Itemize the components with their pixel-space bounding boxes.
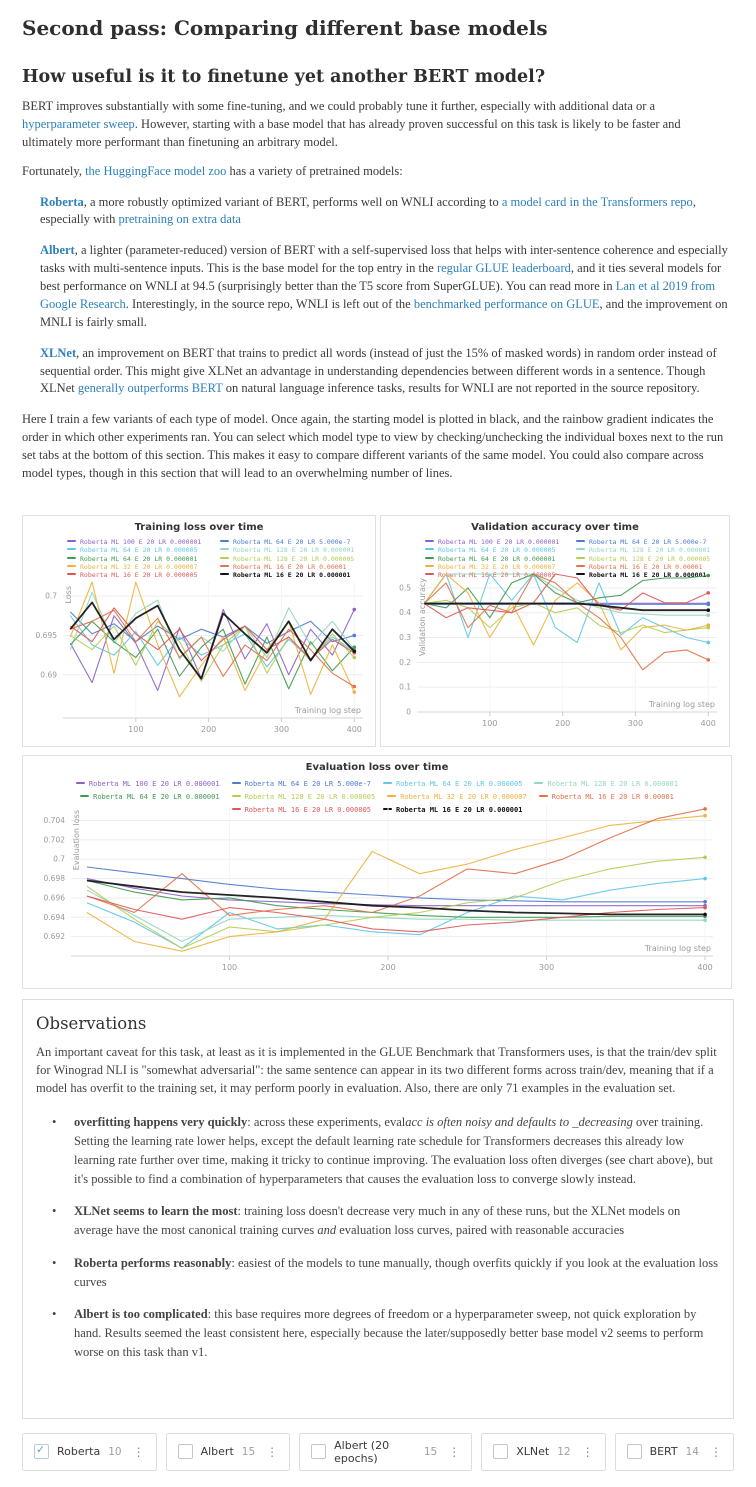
- runset-count: 10: [108, 1445, 122, 1458]
- legend-run-name: Roberta ML 16 E 20 LR 0.000001: [396, 805, 523, 814]
- svg-text:100: 100: [482, 718, 498, 728]
- report-page: [0, 16, 756, 1471]
- observations-list: [36, 1113, 720, 1361]
- runset-checkbox[interactable]: [178, 1444, 193, 1459]
- legend-run-name: Roberta ML 16 E 20 LR 0.000001: [233, 571, 351, 579]
- text-span: : across these experiments, eval: [247, 1115, 406, 1130]
- runset-label: BERT: [649, 1445, 678, 1459]
- observation-item: [52, 1305, 720, 1361]
- kebab-menu-icon[interactable]: ⋮: [710, 1444, 722, 1459]
- text-span: . However, starting with a base model that has already proven successful on this task is likely to be faster and ultimately more performant than finetuning an arbitrary model.: [22, 116, 681, 149]
- text-link[interactable]: hyperparameter sweep: [22, 116, 135, 131]
- svg-text:Training log step: Training log step: [648, 699, 715, 709]
- legend-run-name: Roberta ML 128 E 20 LR 0.000005: [244, 792, 376, 801]
- text-link[interactable]: benchmarked performance on GLUE: [413, 296, 600, 311]
- runset-tab-xlnet[interactable]: [481, 1433, 605, 1471]
- runset-tab-bert[interactable]: [615, 1433, 734, 1471]
- svg-text:200: 200: [554, 718, 571, 728]
- legend-run-name: Roberta ML 128 E 20 LR 0.000001: [233, 546, 355, 554]
- svg-text:0.3: 0.3: [399, 632, 411, 642]
- intro-paragraph-3: [22, 411, 734, 483]
- text-link[interactable]: generally outperforms BERT: [77, 381, 223, 396]
- runset-label: Roberta: [57, 1445, 101, 1459]
- chart-title: Training loss over time: [134, 521, 264, 533]
- observations-paragraph: [36, 1044, 720, 1098]
- legend-run-name: Roberta ML 64 E 20 LR 0.000001: [438, 554, 556, 562]
- text-span: , an improvement on BERT that trains to predict all words (instead of just the 15% of masked words) in random order instead of sequential order. This might give XLNet an advantage in understanding dependencies between different words in a sentence. Though XLNet: [40, 345, 717, 396]
- svg-text:Validation accuracy: Validation accuracy: [418, 577, 427, 656]
- validation-accuracy-chart-panel[interactable]: [380, 515, 730, 747]
- text-span: and: [317, 1223, 337, 1238]
- runset-count: 14: [685, 1445, 699, 1458]
- svg-text:0.2: 0.2: [399, 657, 411, 667]
- legend-run-name: Roberta ML 64 E 20 LR 0.000001: [93, 792, 220, 801]
- legend-run-name: Roberta ML 64 E 20 LR 0.000005: [438, 546, 556, 554]
- svg-text:0.704: 0.704: [43, 815, 65, 825]
- svg-text:0.7: 0.7: [45, 591, 57, 601]
- runset-checkbox[interactable]: [311, 1444, 326, 1459]
- text-link[interactable]: the HuggingFace model zoo: [85, 163, 227, 178]
- legend-run-name: Roberta ML 16 E 20 LR 0.000005: [80, 571, 198, 579]
- observations-section: [22, 999, 734, 1419]
- svg-text:200: 200: [200, 724, 217, 734]
- svg-text:400: 400: [346, 724, 362, 734]
- chart-canvas: [23, 756, 731, 988]
- svg-text:0.696: 0.696: [43, 893, 65, 903]
- svg-text:0.7: 0.7: [53, 854, 65, 864]
- text-span: An important caveat for this task, at least as it is implemented in the GLUE Benchmark that Transformers uses, is that the train/dev split for Winograd NLI is "somewhat adversarial": the same sentence can appear in its two different forms across train/dev, meaning that if a model has overfit to the training set, it may perform poorly in evaluation. Also, there are only 71 examples in the evaluation set.: [36, 1044, 717, 1095]
- kebab-menu-icon[interactable]: ⋮: [581, 1444, 594, 1459]
- text-link[interactable]: regular GLUE leaderboard: [436, 261, 571, 276]
- legend-run-name: Roberta ML 16 E 20 LR 0.000001: [589, 571, 707, 579]
- svg-text:0.69: 0.69: [40, 670, 57, 680]
- model-bullet-roberta: [40, 194, 734, 230]
- legend-run-name: Roberta ML 16 E 20 LR 0.000005: [438, 571, 556, 579]
- text-span: , especially with: [40, 194, 696, 227]
- legend-run-name: Roberta ML 64 E 20 LR 5.000e-7: [233, 537, 351, 546]
- runset-checkbox[interactable]: [493, 1444, 508, 1459]
- text-span: , a more robustly optimized variant of BERT, performs well on WNLI according to: [83, 194, 502, 209]
- svg-text:Training log step: Training log step: [294, 705, 361, 715]
- observation-item: [52, 1254, 720, 1292]
- legend-run-name: Roberta ML 32 E 20 LR 0.000007: [438, 562, 556, 571]
- text-link[interactable]: Albert: [40, 243, 75, 258]
- runset-checkbox-checked[interactable]: [34, 1444, 49, 1459]
- svg-text:0.4: 0.4: [399, 607, 411, 617]
- svg-text:300: 300: [538, 962, 555, 972]
- intro-paragraph-1: [22, 98, 734, 152]
- text-span: has a variety of pretrained models:: [226, 163, 403, 178]
- legend-run-name: Roberta ML 32 E 20 LR 0.000007: [400, 792, 527, 801]
- svg-text:0.694: 0.694: [43, 912, 65, 922]
- kebab-menu-icon[interactable]: ⋮: [132, 1444, 145, 1459]
- text-span: acc is often noisy and defaults to _decreasing: [405, 1115, 633, 1130]
- legend-run-name: Roberta ML 100 E 20 LR 0.000001: [438, 537, 560, 546]
- legend-run-name: Roberta ML 64 E 20 LR 0.000005: [80, 546, 198, 554]
- chart-canvas: [381, 516, 729, 746]
- runset-checkbox[interactable]: [627, 1444, 642, 1459]
- text-span: over training. Setting the learning rate lower helps, except the default learning rate schedule for Transformers decreases this already low learning rate further over time, making it tricky to continue improving. The evaluation loss often diverges (see chart above), but it's possible to find a combination of hyperparameters that causes the evaluation loss to converge slowly instead.: [74, 1115, 713, 1186]
- svg-text:300: 300: [273, 724, 290, 734]
- runset-label: Albert (20 epochs): [334, 1438, 390, 1465]
- runset-tabs: [22, 1433, 734, 1471]
- text-span: Roberta performs reasonably: [74, 1255, 232, 1270]
- panel-grid: [22, 515, 734, 989]
- svg-text:Evaluation loss: Evaluation loss: [72, 809, 81, 870]
- svg-text:0.698: 0.698: [43, 873, 65, 883]
- observation-item: [52, 1202, 720, 1240]
- text-span: overfitting happens very quickly: [74, 1115, 248, 1130]
- legend-run-name: Roberta ML 128 E 20 LR 0.000005: [233, 554, 355, 562]
- svg-text:0.702: 0.702: [43, 835, 65, 845]
- svg-text:300: 300: [627, 718, 644, 728]
- text-link[interactable]: Roberta: [40, 194, 84, 209]
- text-span: XLNet seems to learn the most: [74, 1204, 238, 1219]
- svg-text:0.5: 0.5: [399, 583, 411, 593]
- text-link[interactable]: Lan et al 2019 from Google Research: [40, 279, 716, 311]
- runset-count: 15: [241, 1445, 256, 1458]
- model-bullet-xlnet: [40, 345, 734, 399]
- legend-run-name: Roberta ML 100 E 20 LR 0.000001: [88, 779, 220, 788]
- kebab-menu-icon[interactable]: ⋮: [266, 1444, 279, 1459]
- legend-run-name: Roberta ML 128 E 20 LR 0.000001: [589, 546, 711, 554]
- legend-run-name: Roberta ML 32 E 20 LR 0.000007: [80, 562, 198, 571]
- legend-run-name: Roberta ML 100 E 20 LR 0.000001: [80, 537, 202, 546]
- runset-tab-roberta[interactable]: [22, 1433, 157, 1471]
- legend-run-name: Roberta ML 16 E 20 LR 0.00001: [551, 792, 674, 801]
- text-span: : this base requires more degrees of freedom or a hyperparameter sweep, not quick exploration by hand. Results seemed the least consistent here, especially because the later/supposedly better base model v2 seems to perform worse on this task than v1.: [74, 1307, 704, 1359]
- text-span: : training loss doesn't decrease very much in any of these runs, but the XLNet models on average have the most canonical training curves: [74, 1204, 681, 1238]
- text-span: BERT improves substantially with some fine-tuning, and we could probably tune it further, especially with additional data or a: [22, 99, 656, 113]
- legend-run-name: Roberta ML 16 E 20 LR 0.000005: [244, 805, 371, 814]
- text-span: . Interestingly, in the source repo, WNLI is left out of the: [125, 296, 414, 311]
- svg-text:400: 400: [700, 718, 716, 728]
- legend-run-name: Roberta ML 64 E 20 LR 5.000e-7: [244, 779, 371, 788]
- evaluation-loss-chart-panel[interactable]: [22, 755, 732, 989]
- legend-run-name: Roberta ML 128 E 20 LR 0.000005: [589, 554, 711, 562]
- text-span: evaluation loss curves, paired with reasonable accuracies: [336, 1223, 625, 1238]
- chart-canvas: [23, 516, 375, 746]
- observation-item: [52, 1113, 720, 1188]
- runset-label: Albert: [200, 1445, 234, 1459]
- legend-run-name: Roberta ML 16 E 20 LR 0.00001: [233, 562, 347, 571]
- text-span: Fortunately,: [22, 163, 86, 178]
- text-span: Albert is too complicated: [74, 1307, 208, 1322]
- chart-title: Validation accuracy over time: [471, 521, 639, 533]
- svg-text:200: 200: [380, 962, 396, 972]
- subsection-title: How useful is it to finetune yet another BERT model?: [22, 67, 546, 87]
- model-bullet-albert: [40, 242, 734, 331]
- text-span: , and it ties several models for best performance on WNLI at 94.5 (surprisingly better than the T5 score from SuperGLUE). You can read more in: [40, 261, 722, 293]
- text-span: , and the improvement on MNLI is fairly small.: [40, 296, 728, 329]
- text-link[interactable]: a model card in the Transformers repo: [501, 194, 693, 209]
- text-span: Here I train a few variants of each type of model. Once again, the starting model is plotted in black, and the rainbow gradient indicates the order in which other experiments ran. You can select which model type to view by checking/unchecking the individual boxes next to the run set tabs at the bottom of this section. This makes it easy to compare different variants of the same model. You could also compare across model types, though in this section that will lead to an overwhelming number of lines.: [22, 412, 724, 480]
- runset-tab-albert-20-epochs-[interactable]: [299, 1433, 472, 1471]
- observations-heading: Observations: [36, 1013, 147, 1033]
- legend-run-name: Roberta ML 64 E 20 LR 0.000001: [80, 554, 198, 562]
- training-loss-chart-panel[interactable]: [22, 515, 376, 747]
- svg-text:100: 100: [128, 724, 144, 734]
- intro-paragraph-2: [22, 163, 734, 181]
- runset-count: 12: [557, 1445, 571, 1458]
- text-link[interactable]: pretraining on extra data: [118, 212, 241, 227]
- text-span: : easiest of the models to tune manually, though overfits quickly if you look at the evaluation loss curves: [74, 1255, 718, 1289]
- svg-text:0.692: 0.692: [43, 931, 65, 941]
- text-span: , a lighter (parameter-reduced) version of BERT with a self-supervised loss that helps with inter-sentence coherence and especially tasks with multi-sentence inputs. This is the base model for the top entry in the: [40, 243, 728, 276]
- runset-label: XLNet: [516, 1445, 550, 1459]
- svg-text:Training log step: Training log step: [644, 943, 711, 953]
- runset-tab-albert[interactable]: [166, 1433, 291, 1471]
- section-title: Second pass: Comparing different base models: [22, 16, 548, 40]
- chart-title: Evaluation loss over time: [305, 761, 449, 773]
- text-link[interactable]: XLNet: [40, 345, 77, 360]
- kebab-menu-icon[interactable]: ⋮: [448, 1444, 461, 1459]
- svg-text:0: 0: [406, 707, 411, 717]
- legend-run-name: Roberta ML 64 E 20 LR 0.000005: [396, 779, 523, 788]
- legend-run-name: Roberta ML 16 E 20 LR 0.00001: [589, 562, 703, 571]
- svg-text:100: 100: [221, 962, 238, 972]
- legend-run-name: Roberta ML 128 E 20 LR 0.000001: [547, 779, 679, 788]
- svg-text:Loss: Loss: [64, 585, 73, 604]
- svg-text:0.695: 0.695: [35, 630, 57, 640]
- legend-run-name: Roberta ML 64 E 20 LR 5.000e-7: [589, 537, 707, 546]
- text-span: on natural language inference tasks, results for WNLI are not reported in the source repository.: [222, 381, 700, 396]
- runset-count: 15: [423, 1445, 438, 1458]
- svg-text:0.1: 0.1: [399, 682, 411, 692]
- svg-text:400: 400: [697, 962, 713, 972]
